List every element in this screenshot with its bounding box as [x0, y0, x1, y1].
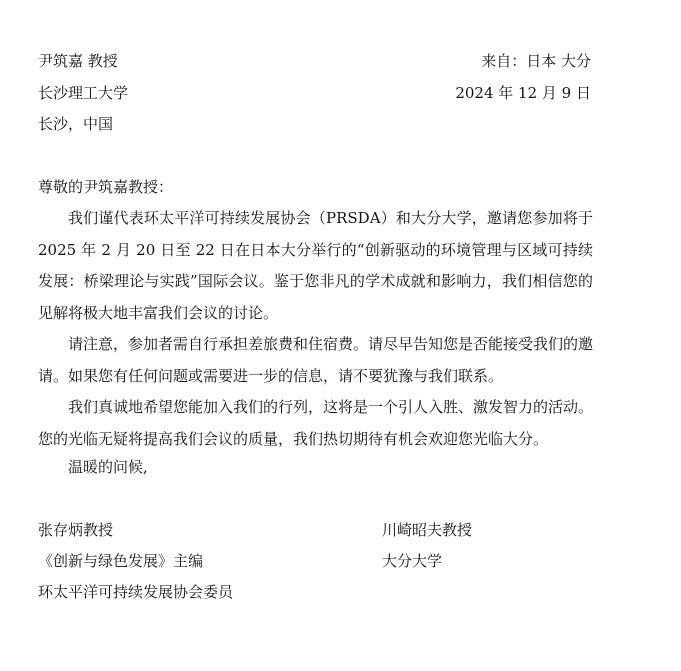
signatory-right-name: 川崎昭夫教授 [382, 521, 473, 539]
body-paragraph-1: 我们谨代表环太平洋可持续发展协会（PRSDA）和大分大学，邀请您参加将于 2025 年 2 月 20 日至 22 日在日本大分举行的“创新驱动的环境管理与区域可持续发展：桥梁理论与实践”国际会议。鉴于您非凡的学术成就和影响力，我们相信您的见解将极大地丰富我们会议的讨论。 [38, 209, 593, 322]
recipient-city: 长沙，中国 [38, 115, 114, 133]
recipient-organization: 长沙理工大学 [38, 84, 129, 102]
recipient-name: 尹筑嘉 教授 [38, 52, 118, 70]
signatory-left-name: 张存炳教授 [38, 521, 114, 539]
closing: 温暖的问候, [68, 458, 148, 476]
body-paragraph-2: 请注意，参加者需自行承担差旅费和住宿费。请尽早告知您是否能接受我们的邀请。如果您有任何问题或需要进一步的信息，请不要犹豫与我们联系。 [38, 335, 594, 385]
signatory-right-affiliation: 大分大学 [382, 552, 443, 570]
sender-location: 来自：日本 大分 [481, 52, 591, 70]
signatory-left-affiliation: 环太平洋可持续发展协会委员 [38, 583, 234, 601]
letter-date: 2024 年 12 月 9 日 [455, 84, 591, 102]
salutation: 尊敬的尹筑嘉教授： [38, 178, 174, 196]
signatory-left-title: 《创新与绿色发展》主编 [38, 552, 204, 570]
body-paragraph-3: 我们真诚地希望您能加入我们的行列，这将是一个引人入胜、激发智力的活动。您的光临无疑将提高我们会议的质量，我们热切期待有机会欢迎您光临大分。 [38, 398, 594, 448]
